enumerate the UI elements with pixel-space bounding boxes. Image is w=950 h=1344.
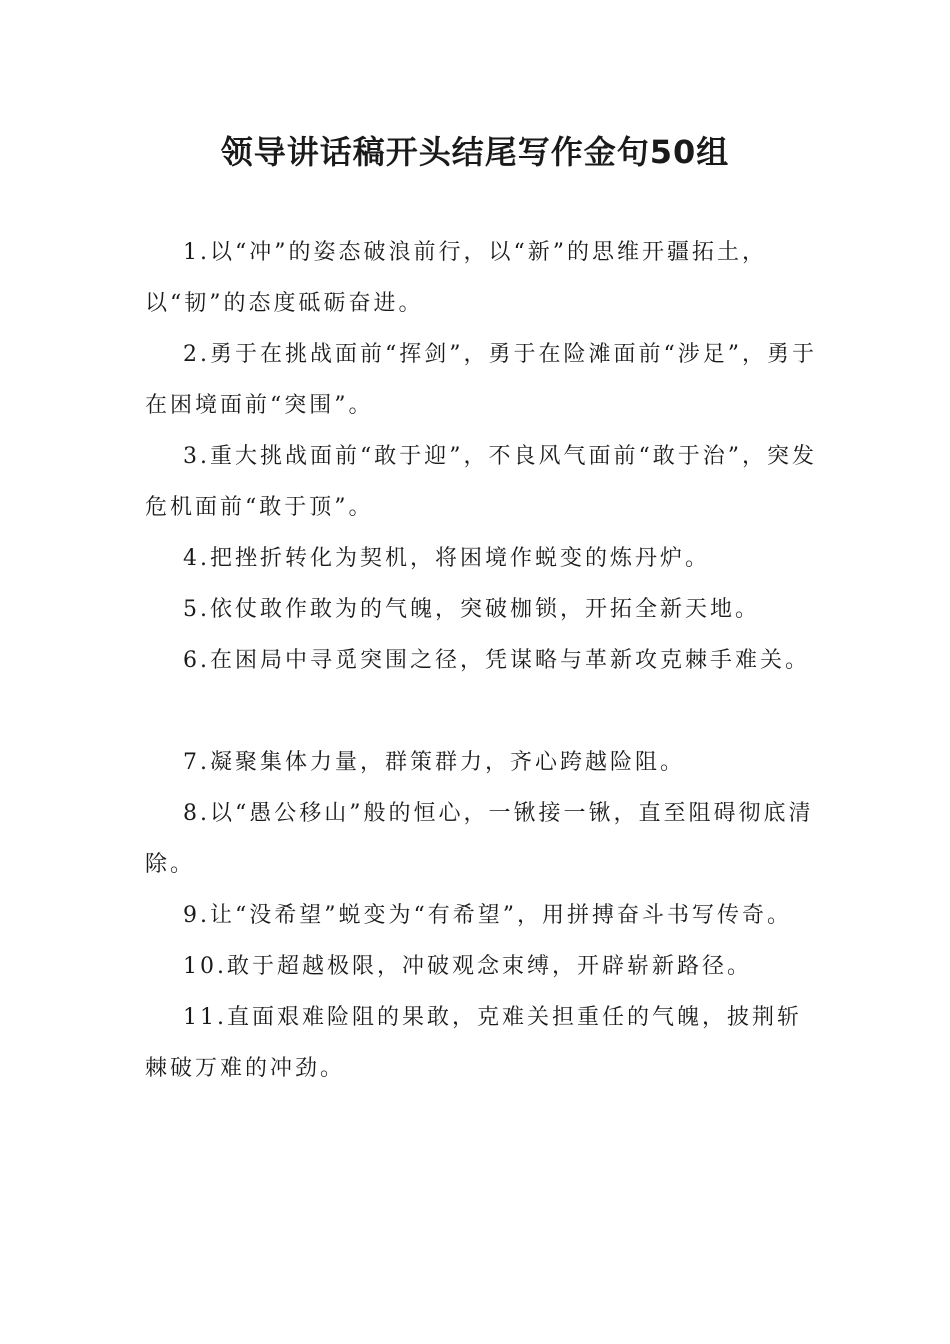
document-title: 领导讲话稿开头结尾写作金句50组 [220, 133, 730, 171]
paragraph-2: 2.勇于在挑战面前“挥剑”，勇于在险滩面前“涉足”，勇于在困境面前“突围”。 [145, 342, 817, 418]
paragraph-5: 5.依仗敢作敢为的气魄，突破枷锁，开拓全新天地。 [183, 597, 760, 622]
paragraph-6: 6.在困局中寻觅突围之径，凭谋略与革新攻克棘手难关。 [183, 648, 810, 673]
paragraph-8: 8.以“愚公移山”般的恒心，一锹接一锹，直至阻碍彻底清除。 [145, 801, 814, 877]
paragraph-10: 10.敢于超越极限，冲破观念束缚，开辟崭新路径。 [183, 954, 752, 979]
paragraph-spacer [145, 686, 825, 737]
paragraph-11: 11.直面艰难险阻的果敢，克难关担重任的气魄，披荆斩棘破万难的冲劲。 [145, 1005, 802, 1081]
paragraph-1: 1.以“冲”的姿态破浪前行，以“新”的思维开疆拓土，以“韧”的态度砥砺奋进。 [145, 240, 767, 316]
paragraph-3: 3.重大挑战面前“敢于迎”，不良风气面前“敢于治”，突发危机面前“敢于顶”。 [145, 444, 817, 520]
paragraph-9: 9.让“没希望”蜕变为“有希望”，用拼搏奋斗书写传奇。 [183, 903, 792, 928]
paragraph-7: 7.凝聚集体力量，群策群力，齐心跨越险阻。 [183, 750, 685, 775]
paragraph-4: 4.把挫折转化为契机，将困境作蜕变的炼丹炉。 [183, 546, 710, 571]
document-body [145, 227, 825, 1094]
